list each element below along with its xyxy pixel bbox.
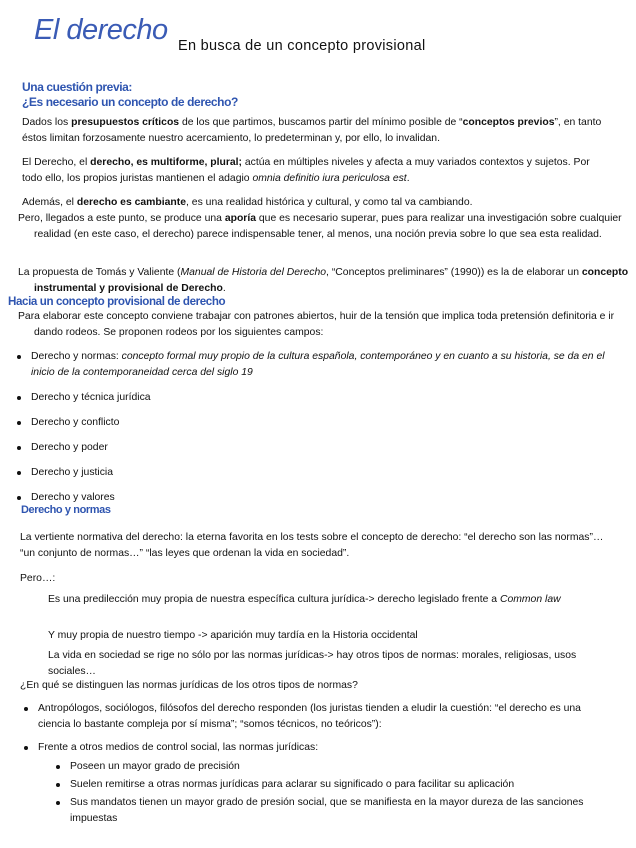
paragraph-multiforme — [22, 155, 612, 187]
paragraph-cambiante — [22, 195, 612, 211]
list-item: Derecho y valores — [31, 490, 115, 506]
list-item: Antropólogos, sociólogos, filósofos del derecho responden (los juristas tienden a eludir la cuestión: “el derecho es una ciencia lo bastante compleja por sí misma”; “somos técnicos, no teóricos”): — [38, 701, 612, 733]
list-item: Frente a otros medios de control social, las normas jurídicas: — [38, 740, 612, 756]
section-heading-line: ¿Es necesario un concepto de derecho? — [22, 95, 238, 109]
list-item: Derecho y técnica jurídica — [31, 390, 151, 406]
text: Derecho y normas: — [31, 351, 122, 362]
list-item: Derecho y conflicto — [31, 415, 119, 431]
paragraph-patrones: Para elaborar este concepto conviene trabajar con patrones abiertos, huir de la tensión que implica toda pretensión definitoria e ir dando rodeos. Se proponen rodeos por los siguientes campos: — [18, 311, 615, 338]
section-heading-hacia: Hacia un concepto provisional de derecho — [8, 295, 226, 308]
indented-item: Y muy propia de nuestro tiempo -> aparición muy tardía en la Historia occidental — [48, 630, 418, 641]
text-bold: aporía — [224, 213, 256, 224]
text-italic: omnia definitio iura periculosa est — [252, 173, 407, 184]
text-bold: derecho es cambiante — [76, 197, 187, 208]
paragraph-propuesta — [18, 265, 630, 297]
text: de los que partimos, buscamos partir del mínimo posible de “ — [179, 117, 463, 128]
sub-list-item: Poseen un mayor grado de precisión — [70, 759, 610, 775]
text: . — [222, 283, 226, 294]
text: La propuesta de Tomás y Valiente ( — [18, 267, 181, 278]
list-item: Derecho y justicia — [31, 465, 113, 481]
text-italic: concepto formal muy propio de la cultura española, contemporáneo y en cuanto a su historia, se da en el inicio de la contemporaneidad cerca del siglo 19 — [31, 351, 605, 378]
text: Además, el — [22, 197, 77, 208]
indented-item — [48, 592, 614, 608]
text: ”, en tanto éstos limitan forzosamente nuestro acercamiento, lo predeterminan y, por ello, lo invalidan. — [22, 117, 602, 144]
text-bold: concepto instrumental y provisional de Derecho — [34, 267, 629, 294]
text-italic: Common law — [499, 594, 561, 605]
list-item: Derecho y poder — [31, 440, 108, 456]
question-line: ¿En qué se distinguen las normas jurídicas de los otros tipos de normas? — [20, 680, 358, 691]
text: , “Conceptos preliminares” (1990)) es la de elaborar un — [326, 267, 582, 278]
text: actúa en múltiples niveles y afecta a muy variados contextos y sujetos. Por todo ello, los propios juristas mantienen el adagio — [22, 157, 590, 184]
sub-list-item: Suelen remitirse a otras normas jurídicas para aclarar su significado o para facilitar su aplicación — [70, 777, 610, 793]
text: . — [406, 173, 410, 184]
text: El Derecho, el — [22, 157, 91, 168]
text-italic: Manual de Historia del Derecho — [180, 267, 327, 278]
text-bold: conceptos previos — [462, 117, 555, 128]
paragraph-pero: Pero…: — [20, 573, 56, 584]
sub-list-item: Sus mandatos tienen un mayor grado de presión social, que se manifiesta en la mayor dureza de las sanciones impuestas — [70, 795, 610, 827]
text: Pero, llegados a este punto, se produce una — [18, 213, 225, 224]
text: , es una realidad histórica y cultural, y como tal va cambiando. — [186, 197, 473, 208]
text-bold: derecho, es multiforme, plural; — [90, 157, 243, 168]
section-heading-line: Una cuestión previa: — [22, 80, 133, 94]
page-title: El derecho — [34, 14, 168, 46]
text-bold: presupuestos críticos — [71, 117, 180, 128]
text: que es necesario superar, pues para realizar una investigación sobre cualquier realidad (en este caso, el derecho) parece indispensable tener, al menos, una noción previa sobre lo que sea esta realidad. — [34, 213, 622, 240]
section-heading-previa — [22, 80, 238, 110]
paragraph-aporia — [18, 211, 630, 243]
list-item — [31, 349, 611, 381]
paragraph-presupuestos — [22, 115, 612, 147]
text: Es una predilección muy propia de nuestra específica cultura jurídica-> derecho legislado frente a — [48, 594, 500, 605]
section-heading-normas: Derecho y normas — [21, 504, 111, 516]
page-subtitle: En busca de un concepto provisional — [178, 38, 426, 54]
paragraph-vertiente: La vertiente normativa del derecho: la eterna favorita en los tests sobre el concepto de derecho: “el derecho son las normas”… “un conjunto de normas…” “las leyes que ordenan la vida en sociedad”. — [20, 532, 604, 559]
text: Dados los — [22, 117, 72, 128]
indented-item: La vida en sociedad se rige no sólo por las normas jurídicas-> hay otros tipos de normas: morales, religiosas, usos sociales… — [48, 650, 577, 677]
